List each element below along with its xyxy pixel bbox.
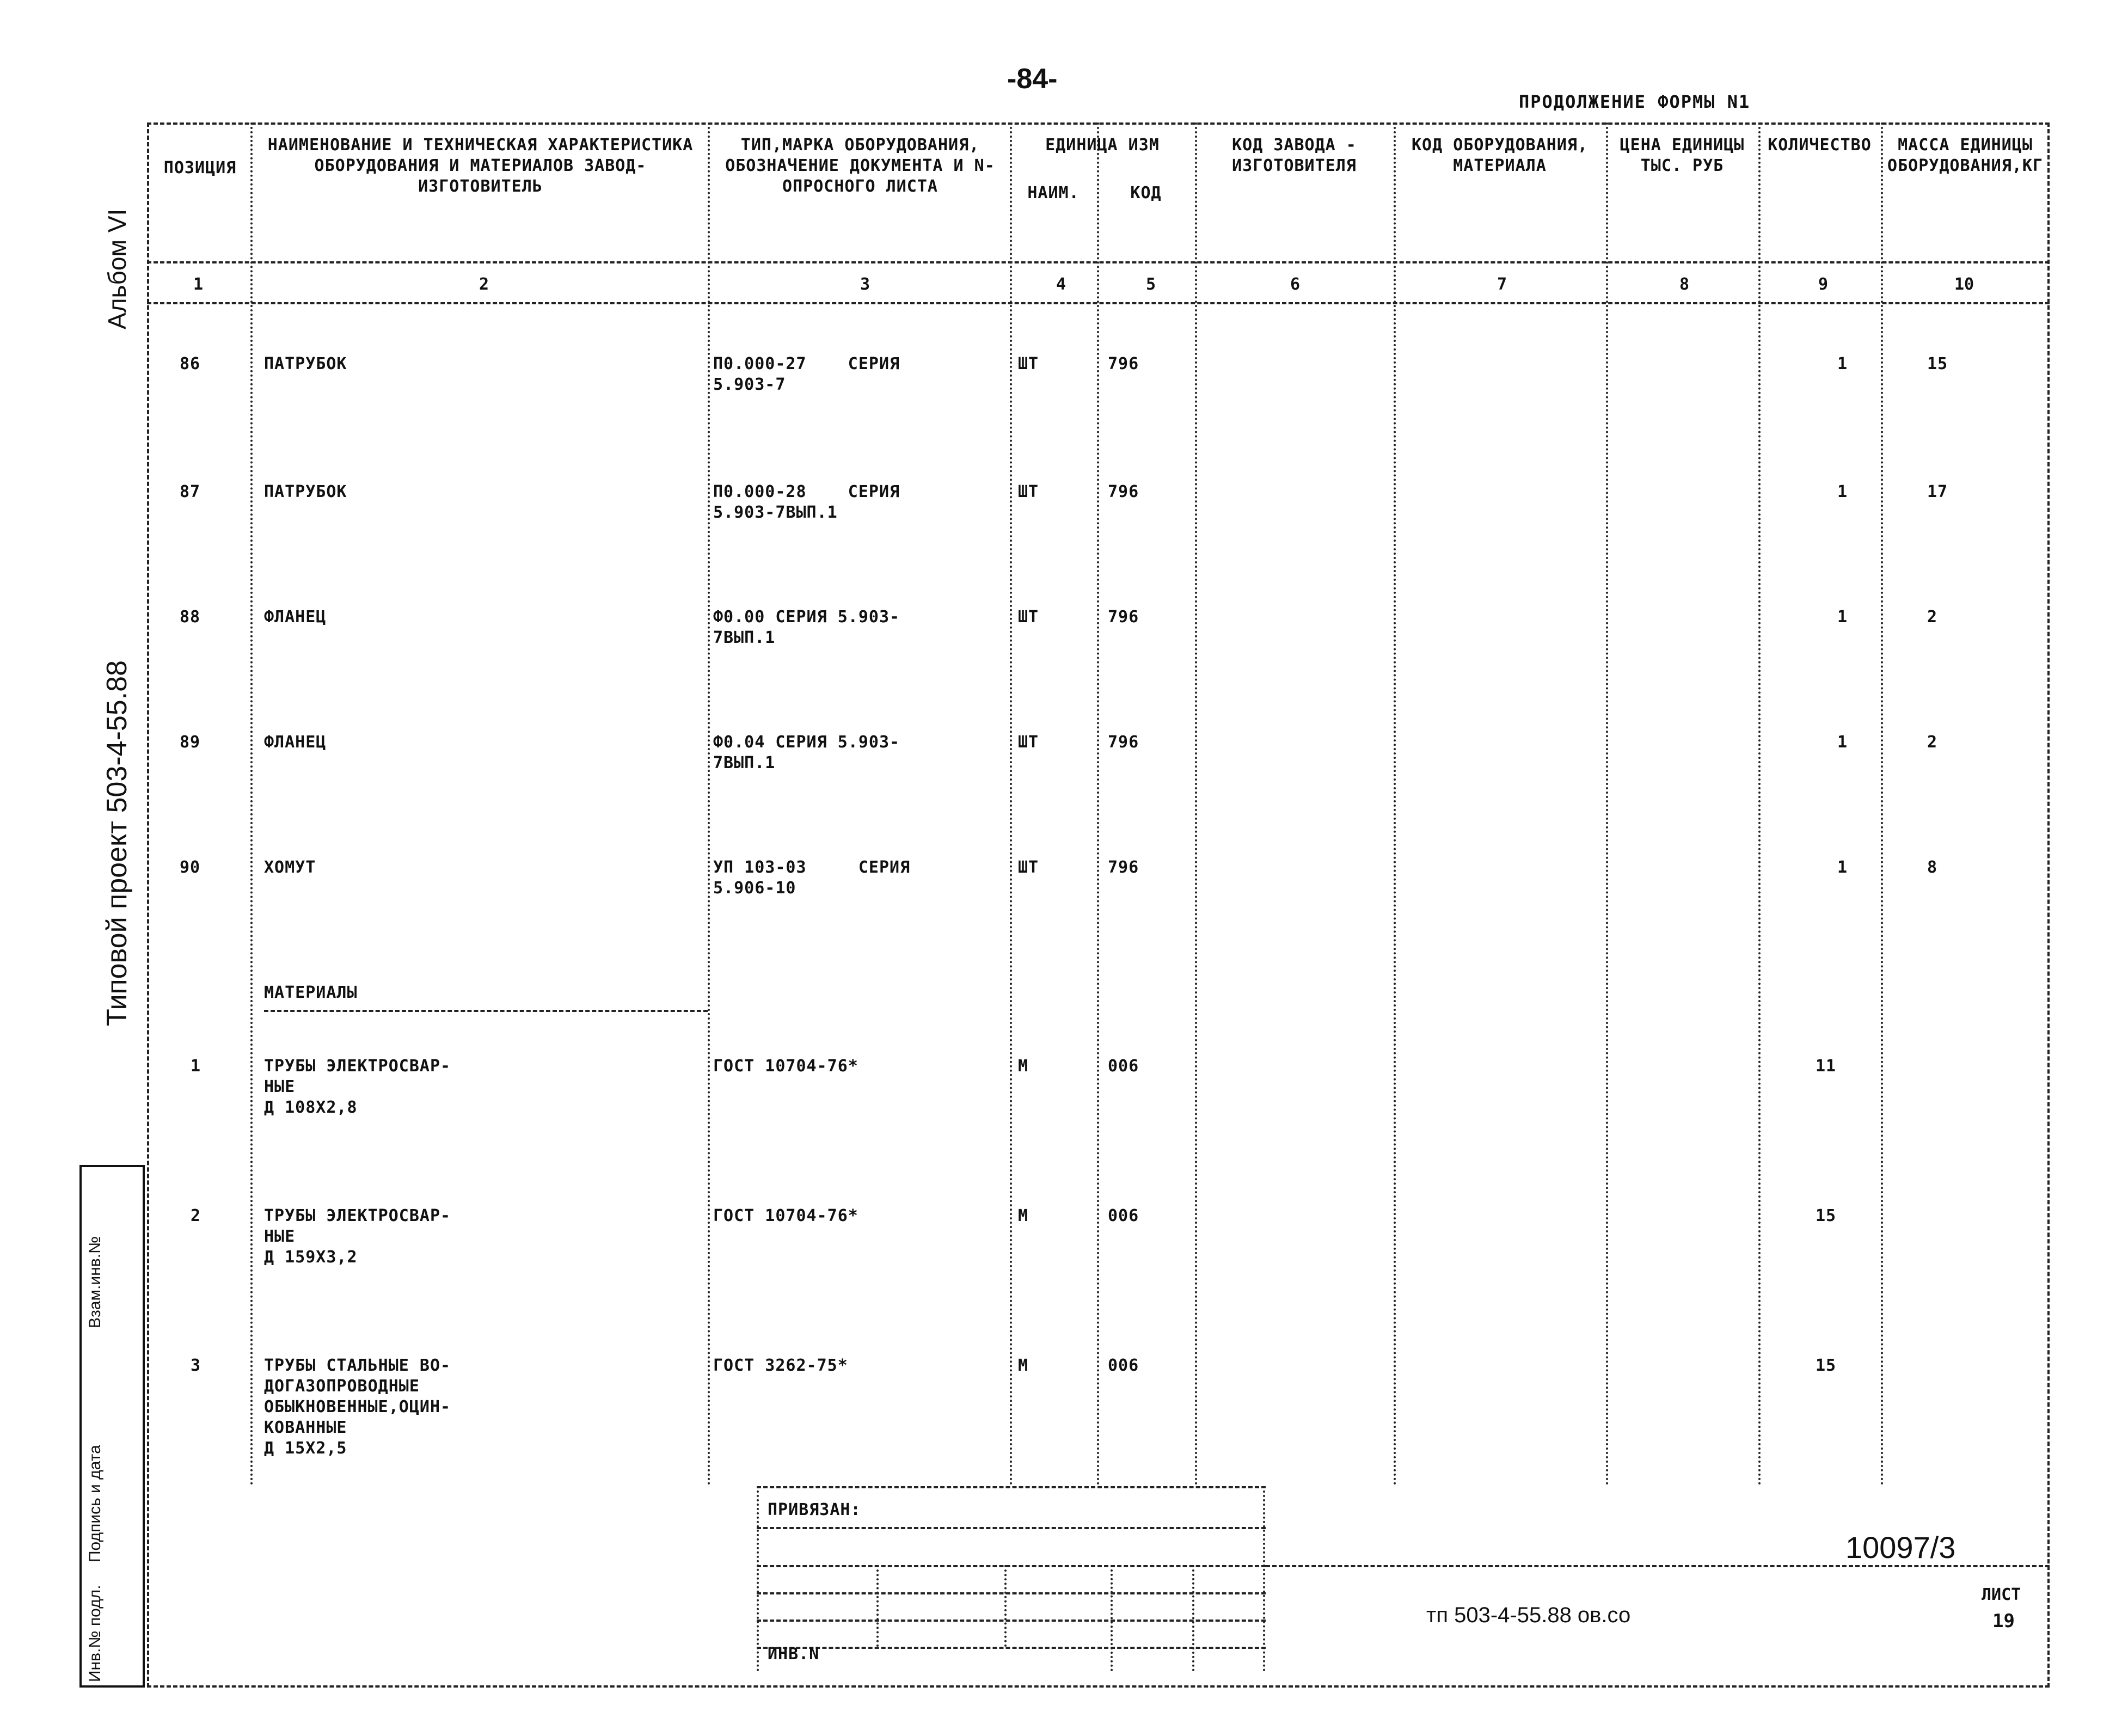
row-86-unit: ШТ — [1018, 354, 1039, 373]
binding-stamp-table — [757, 1486, 1266, 1671]
row-90-unit: ШТ — [1018, 858, 1039, 877]
stamp-inv: ИНВ.N — [768, 1645, 820, 1664]
row-87-qty: 1 — [1837, 482, 1848, 501]
row-88-mass: 2 — [1927, 608, 1938, 627]
col-divider-4 — [1097, 122, 1099, 1486]
colnum-2: 2 — [479, 275, 489, 294]
row-87-type: П0.000-28 СЕРИЯ 5.903-7ВЫП.1 — [713, 482, 900, 522]
document-code: тп 503-4-55.88 ов.со — [1426, 1603, 1631, 1627]
header-factory-code: КОД ЗАВОДА - ИЗГОТОВИТЕЛЯ — [1232, 136, 1357, 175]
row-88-pos: 88 — [180, 608, 201, 627]
col-divider-9 — [1881, 122, 1883, 1486]
colnum-9: 9 — [1818, 275, 1829, 294]
header-unit: ЕДИНИЦА ИЗМ — [1045, 136, 1160, 155]
stamp-podpis-data: Подпись и дата — [86, 1445, 104, 1562]
header-quantity: КОЛИЧЕСТВО — [1768, 136, 1872, 155]
material-2-code: 006 — [1108, 1206, 1139, 1225]
col-divider-5 — [1195, 122, 1197, 1486]
row-87-pos: 87 — [180, 482, 201, 501]
row-87-unit: ШТ — [1018, 482, 1039, 501]
col-divider-2 — [708, 122, 710, 1486]
row-86-pos: 86 — [180, 354, 201, 373]
colnum-8: 8 — [1679, 275, 1690, 294]
material-1-unit: М — [1018, 1057, 1029, 1076]
colnum-4: 4 — [1056, 275, 1066, 294]
sheet-label: ЛИСТ — [1982, 1585, 2021, 1604]
row-90-qty: 1 — [1837, 858, 1848, 877]
row-87-mass: 17 — [1927, 482, 1948, 501]
row-88-code: 796 — [1108, 608, 1139, 627]
title-block-divider — [1266, 1565, 2050, 1567]
material-3-type: ГОСТ 3262-75* — [713, 1356, 848, 1375]
material-1-name: ТРУБЫ ЭЛЕКТРОСВАР- НЫЕ Д 108Х2,8 — [264, 1057, 451, 1117]
stamp-vzam-inv: Взам.инв.№ — [86, 1236, 104, 1328]
header-name: НАИМЕНОВАНИЕ И ТЕХНИЧЕСКАЯ ХАРАКТЕРИСТИКА ОБОРУДОВАНИЯ И МАТЕРИАЛОВ ЗАВОД-ИЗГОТОВИТЕЛЬ — [267, 136, 694, 196]
form-continuation: ПРОДОЛЖЕНИЕ ФОРМЫ N1 — [1519, 91, 1751, 112]
materials-underline — [264, 1010, 708, 1012]
row-86-code: 796 — [1108, 354, 1139, 373]
colnum-10: 10 — [1954, 275, 1974, 294]
header-position: ПОЗИЦИЯ — [163, 158, 237, 177]
colnum-5: 5 — [1146, 275, 1156, 294]
row-89-mass: 2 — [1927, 733, 1938, 752]
header-mass: МАССА ЕДИНИЦЫ ОБОРУДОВАНИЯ,КГ — [1887, 136, 2043, 175]
page-number: -84- — [1007, 63, 1058, 95]
row-89-name: ФЛАНЕЦ — [264, 733, 327, 752]
col-divider-6 — [1394, 122, 1396, 1486]
row-87-code: 796 — [1108, 482, 1139, 501]
row-90-name: ХОМУТ — [264, 858, 316, 877]
col-divider-1 — [250, 122, 253, 1486]
row-90-mass: 8 — [1927, 858, 1938, 877]
header-price: ЦЕНА ЕДИНИЦЫ ТЫС. РУБ — [1620, 136, 1745, 175]
side-project-label: Типовой проект 503-4-55.88 — [101, 660, 133, 1026]
colnum-6: 6 — [1290, 275, 1301, 294]
row-90-code: 796 — [1108, 858, 1139, 877]
header-unit-code: КОД — [1130, 183, 1162, 203]
col-divider-7 — [1606, 122, 1608, 1486]
material-3-pos: 3 — [191, 1356, 201, 1375]
row-88-unit: ШТ — [1018, 608, 1039, 627]
row-89-code: 796 — [1108, 733, 1139, 752]
material-1-code: 006 — [1108, 1057, 1139, 1076]
row-88-type: Ф0.00 СЕРИЯ 5.903- 7ВЫП.1 — [713, 608, 900, 647]
material-2-name: ТРУБЫ ЭЛЕКТРОСВАР- НЫЕ Д 159Х3,2 — [264, 1206, 451, 1267]
stamp-inv-podl: Инв.№ подл. — [86, 1585, 104, 1682]
side-album-label: Альбом VI — [103, 208, 131, 329]
row-89-unit: ШТ — [1018, 733, 1039, 752]
material-1-pos: 1 — [191, 1057, 201, 1076]
material-3-name: ТРУБЫ СТАЛЬНЫЕ ВО- ДОГАЗОПРОВОДНЫЕ ОБЫКНОВЕННЫЕ,ОЦИН- КОВАННЫЕ Д 15Х2,5 — [264, 1356, 451, 1458]
material-2-qty: 15 — [1816, 1206, 1837, 1225]
header-type: ТИП,МАРКА ОБОРУДОВАНИЯ, ОБОЗНАЧЕНИЕ ДОКУМЕНТА И N-ОПРОСНОГО ЛИСТА — [725, 136, 995, 196]
material-2-pos: 2 — [191, 1206, 201, 1225]
col-divider-8 — [1758, 122, 1761, 1486]
row-89-type: Ф0.04 СЕРИЯ 5.903- 7ВЫП.1 — [713, 733, 900, 772]
colnum-7: 7 — [1497, 275, 1507, 294]
row-89-qty: 1 — [1837, 733, 1848, 752]
row-87-name: ПАТРУБОК — [264, 482, 347, 501]
sheet-number: 19 — [1992, 1610, 2015, 1632]
row-88-qty: 1 — [1837, 608, 1848, 627]
row-86-type: П0.000-27 СЕРИЯ 5.903-7 — [713, 354, 900, 394]
material-2-unit: М — [1018, 1206, 1029, 1225]
colnum-3: 3 — [860, 275, 870, 294]
row-90-type: УП 103-03 СЕРИЯ 5.906-10 — [713, 858, 911, 898]
row-86-mass: 15 — [1927, 354, 1948, 373]
material-2-type: ГОСТ 10704-76* — [713, 1206, 858, 1225]
row-89-pos: 89 — [180, 733, 201, 752]
row-90-pos: 90 — [180, 858, 201, 877]
colnum-1: 1 — [193, 275, 204, 294]
row-86-qty: 1 — [1837, 354, 1848, 373]
material-1-type: ГОСТ 10704-76* — [713, 1057, 858, 1076]
row-86-name: ПАТРУБОК — [264, 354, 347, 373]
material-3-code: 006 — [1108, 1356, 1139, 1375]
row-88-name: ФЛАНЕЦ — [264, 608, 327, 627]
handwritten-number: 10097/3 — [1845, 1530, 1956, 1565]
material-3-qty: 15 — [1816, 1356, 1837, 1375]
materials-heading: МАТЕРИАЛЫ — [264, 983, 358, 1002]
stamp-privyazan: ПРИВЯЗАН: — [768, 1500, 861, 1519]
col-divider-3 — [1010, 122, 1012, 1486]
header-equipment-code: КОД ОБОРУДОВАНИЯ, МАТЕРИАЛА — [1411, 136, 1589, 175]
header-unit-name: НАИМ. — [1027, 183, 1080, 203]
material-3-unit: М — [1018, 1356, 1029, 1375]
material-1-qty: 11 — [1816, 1057, 1837, 1076]
